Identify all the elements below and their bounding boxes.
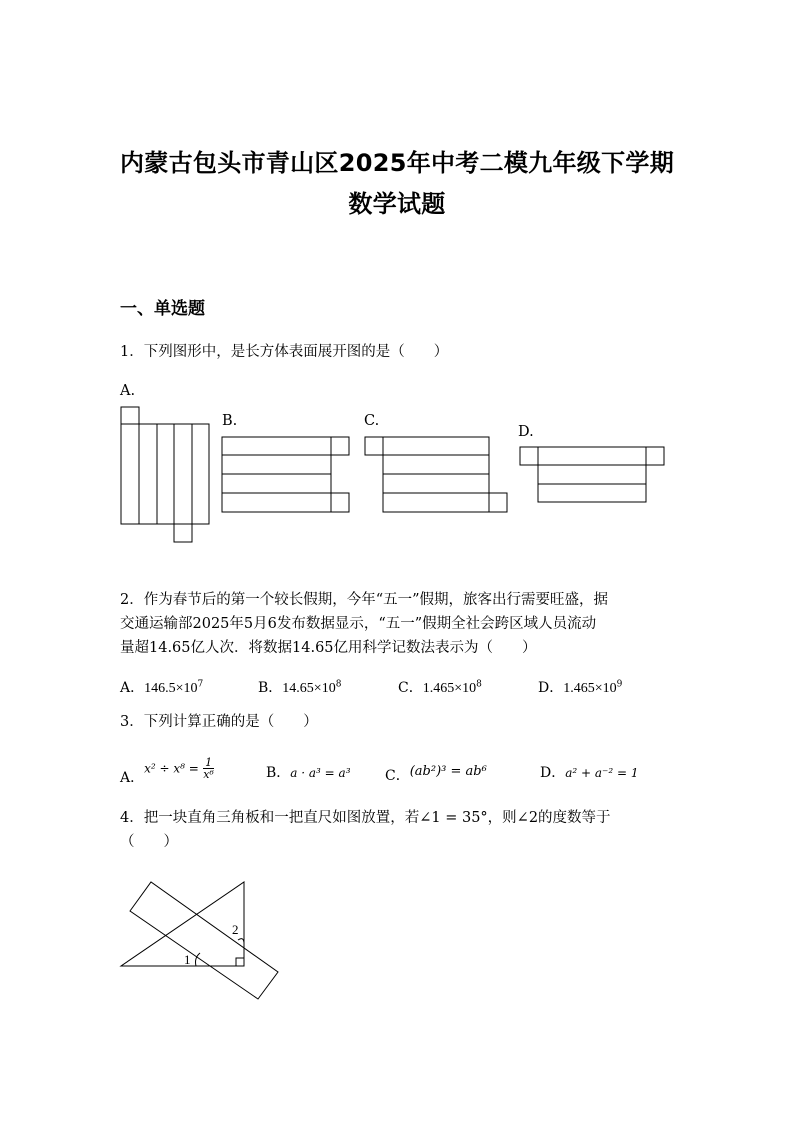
page-subtitle: 数学试题: [348, 190, 446, 218]
question-1-stem: 1．下列图形中，是长方体表面展开图的是（ ）: [120, 344, 449, 360]
q2-option-c-label: C．: [398, 680, 423, 696]
q2-option-d-label: D．: [538, 680, 564, 696]
angle-2-label: 2: [232, 922, 239, 937]
q3-option-d-expr: a² + a⁻² = 1: [565, 766, 639, 780]
q2-option-b-mantissa: 14.65×10: [282, 681, 336, 696]
q1-option-b-label: B.: [222, 413, 238, 429]
angle-1-label: 1: [184, 952, 191, 967]
question-2-line-2: 交通运输部2025年5月6发布数据显示，“五一”假期全社会跨区域人员流动: [120, 616, 597, 632]
q3-option-a-denominator: x⁶: [203, 768, 214, 781]
question-2-line-3: 量超14.65亿人次．将数据14.65亿用科学记数法表示为（ ）: [120, 640, 537, 656]
q2-option-a-label: A．: [120, 680, 145, 696]
angle-2-arc: [238, 939, 244, 944]
question-4-line-1: 4．把一块直角三角板和一把直尺如图放置，若∠1 = 35°，则∠2的度数等于: [120, 810, 611, 826]
q2-option-d-mantissa: 1.465×10: [563, 681, 617, 696]
angle-1-arc: [196, 953, 201, 966]
page-title: 内蒙古包头市青山区2025年中考二模九年级下学期: [120, 149, 674, 177]
q2-option-b-label: B．: [258, 680, 283, 696]
q3-option-a-label: A．: [120, 769, 145, 786]
q1-option-a-label: A.: [120, 383, 136, 399]
right-angle-mark: [236, 958, 244, 966]
question-3-stem: 3．下列计算正确的是（ ）: [120, 714, 318, 730]
question-2-line-1: 2．作为春节后的第一个较长假期，今年“五一”假期，旅客出行需要旺盛，据: [120, 592, 609, 608]
section-title: 一、单选题: [120, 299, 205, 319]
q3-option-c-expr: (ab²)³ = ab⁶: [409, 764, 487, 779]
q2-option-a-mantissa: 146.5×10: [144, 681, 198, 696]
q1-option-c-label: C.: [364, 413, 380, 429]
q1-option-d-label: D.: [518, 424, 534, 440]
q3-option-a-expr: x² ÷ x⁸ =: [144, 761, 199, 776]
q3-option-d-label: D．: [540, 765, 566, 781]
q3-option-b-expr: a · a³ = a³: [290, 766, 351, 780]
q2-option-c-exp: 8: [476, 679, 482, 690]
q3-option-b-label: B．: [266, 765, 291, 781]
ruler-shape: [130, 882, 278, 999]
triangle-shape: [121, 882, 244, 966]
q2-option-c-mantissa: 1.465×10: [422, 681, 477, 696]
q3-option-c-label: C．: [385, 768, 410, 784]
question-4-line-2: （ ）: [120, 834, 178, 850]
q2-option-d-exp: 9: [616, 679, 623, 690]
q3-option-a-numerator: 1: [205, 756, 213, 769]
q2-option-b-exp: 8: [335, 679, 342, 690]
q2-option-a-exp: 7: [197, 679, 204, 690]
